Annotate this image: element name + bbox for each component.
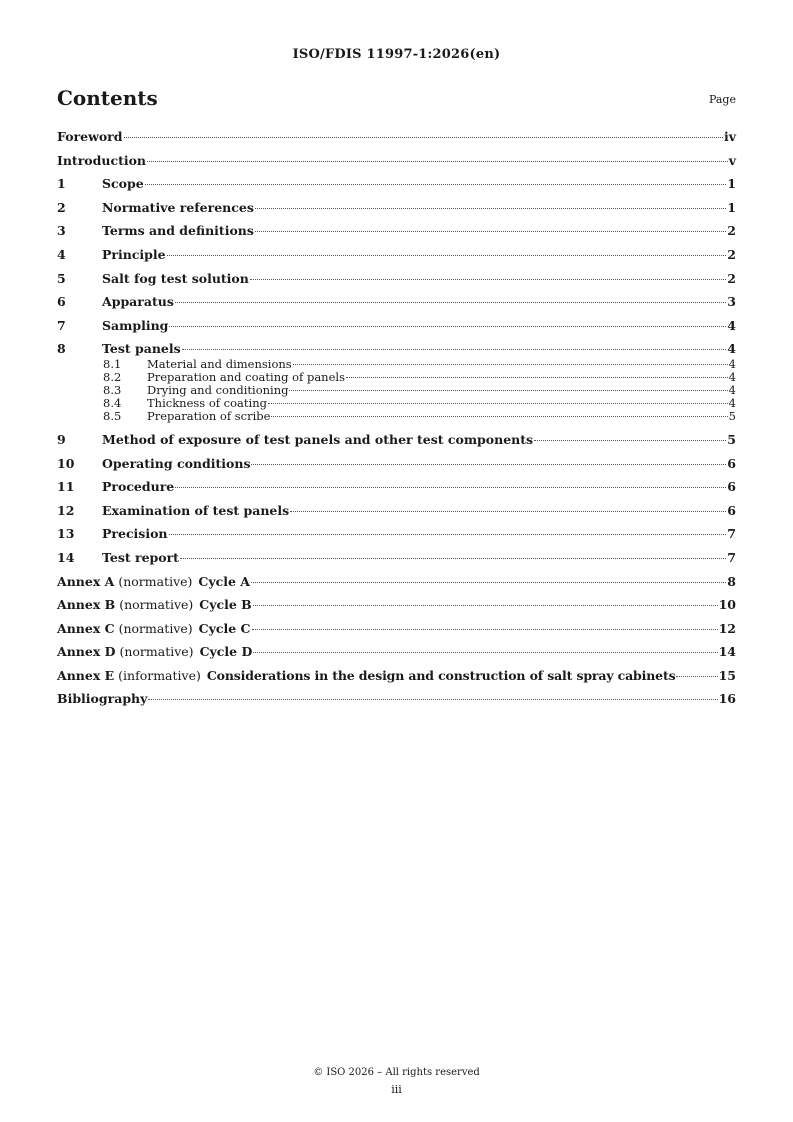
toc-entry-title: Test report bbox=[102, 549, 179, 565]
toc-entry-title: Salt fog test solution bbox=[102, 270, 249, 286]
toc-entry-section-2[interactable] bbox=[57, 200, 736, 216]
dot-leader bbox=[180, 558, 726, 559]
toc-entry-title: Bibliography bbox=[57, 691, 148, 707]
dot-leader bbox=[169, 326, 726, 327]
toc-entry-title: Method of exposure of test panels and other test components bbox=[102, 431, 534, 447]
toc-entry-page: 14 bbox=[718, 644, 736, 660]
toc-entry-page: 1 bbox=[727, 199, 736, 215]
toc-entry-section-10[interactable] bbox=[57, 456, 736, 472]
toc-entry-title: Precision bbox=[102, 526, 168, 542]
toc-entry-title: Terms and definitions bbox=[102, 223, 254, 239]
toc-entry-page: 8 bbox=[727, 573, 736, 589]
toc-entry-section-12[interactable] bbox=[57, 503, 736, 519]
toc-entry-number: 3 bbox=[57, 223, 66, 239]
toc-entry-page: 2 bbox=[727, 246, 736, 262]
toc-entry-section-8[interactable] bbox=[57, 341, 736, 357]
dot-leader bbox=[255, 231, 726, 232]
toc-entry-number: 8.5 bbox=[103, 409, 122, 424]
annex-label: Annex D bbox=[57, 644, 116, 660]
table-of-contents bbox=[57, 129, 736, 715]
annex-kind: (informative) bbox=[118, 667, 201, 683]
toc-entry-section-7[interactable] bbox=[57, 318, 736, 334]
toc-entry-number: 11 bbox=[57, 479, 75, 495]
dot-leader bbox=[252, 629, 718, 630]
toc-entry-page: 4 bbox=[727, 341, 736, 357]
toc-entry-section-6[interactable] bbox=[57, 294, 736, 310]
dot-leader bbox=[251, 464, 726, 465]
toc-entry-title: Examination of test panels bbox=[102, 502, 290, 518]
toc-entry-page: 1 bbox=[727, 176, 736, 192]
toc-entry-bibliography[interactable] bbox=[57, 691, 736, 707]
toc-entry-annex-d[interactable] bbox=[57, 644, 736, 660]
toc-entry-page: 15 bbox=[718, 667, 736, 683]
toc-entry-title: Test panels bbox=[102, 341, 181, 357]
footer-page-number: iii bbox=[391, 1083, 402, 1096]
toc-entry-page: 3 bbox=[727, 294, 736, 310]
dot-leader bbox=[145, 184, 727, 185]
page-column-label: Page bbox=[708, 93, 736, 106]
dot-leader bbox=[271, 416, 727, 417]
toc-entry-title: Operating conditions bbox=[102, 455, 251, 471]
toc-entry-title: Cycle A bbox=[198, 573, 250, 589]
annex-kind: (normative) bbox=[119, 644, 194, 660]
toc-entry-page: 7 bbox=[727, 549, 736, 565]
toc-entry-section-4[interactable] bbox=[57, 247, 736, 263]
dot-leader bbox=[346, 377, 728, 378]
toc-entry-title: Principle bbox=[102, 246, 166, 262]
toc-entry-number: 13 bbox=[57, 526, 75, 542]
toc-entry-foreword[interactable] bbox=[57, 129, 736, 145]
toc-entry-title: Cycle D bbox=[199, 644, 253, 660]
toc-entry-number: 9 bbox=[57, 431, 66, 447]
toc-entry-title: Preparation and coating of panels bbox=[147, 370, 345, 385]
toc-entry-page: 12 bbox=[718, 620, 736, 636]
toc-entry-section-1[interactable] bbox=[57, 176, 736, 192]
dot-leader bbox=[676, 676, 717, 677]
annex-label: Annex C bbox=[57, 620, 115, 636]
dot-leader bbox=[167, 255, 727, 256]
toc-entry-number: 8.3 bbox=[103, 383, 122, 398]
dot-leader bbox=[253, 652, 717, 653]
footer-copyright: © ISO 2026 – All rights reserved bbox=[313, 1067, 480, 1078]
annex-kind: (normative) bbox=[118, 573, 193, 589]
toc-entry-page: 4 bbox=[728, 357, 736, 372]
toc-entry-page: 6 bbox=[727, 455, 736, 471]
dot-leader bbox=[124, 137, 723, 138]
toc-entry-title: Procedure bbox=[102, 479, 175, 495]
dot-leader bbox=[169, 534, 727, 535]
toc-entry-title: Sampling bbox=[102, 317, 169, 333]
toc-entry-title: Cycle C bbox=[198, 620, 251, 636]
toc-entry-title: Foreword bbox=[57, 129, 123, 144]
toc-entry-page: 5 bbox=[728, 409, 736, 424]
toc-entry-number: 14 bbox=[57, 549, 75, 565]
toc-entry-page: 6 bbox=[727, 479, 736, 495]
toc-entry-section-13[interactable] bbox=[57, 526, 736, 542]
contents-title: Contents bbox=[57, 86, 158, 110]
annex-kind: (normative) bbox=[119, 597, 194, 613]
toc-entry-number: 4 bbox=[57, 246, 66, 262]
toc-entry-annex-b[interactable] bbox=[57, 597, 736, 613]
toc-entry-page: 10 bbox=[718, 597, 736, 613]
toc-entry-page: 7 bbox=[727, 526, 736, 542]
toc-entry-title: Introduction bbox=[57, 152, 147, 168]
dot-leader bbox=[175, 487, 726, 488]
dot-leader bbox=[148, 699, 717, 700]
toc-entry-section-11[interactable] bbox=[57, 479, 736, 495]
toc-entry-page: 5 bbox=[727, 431, 736, 447]
annex-kind: (normative) bbox=[118, 620, 193, 636]
dot-leader bbox=[534, 440, 726, 441]
dot-leader bbox=[268, 403, 728, 404]
toc-entry-page: 2 bbox=[727, 270, 736, 286]
toc-entry-title: Material and dimensions bbox=[147, 357, 292, 372]
toc-entry-title: Scope bbox=[102, 176, 144, 192]
toc-entry-title: Preparation of scribe bbox=[147, 409, 271, 424]
toc-entry-page: 4 bbox=[727, 317, 736, 333]
dot-leader bbox=[289, 390, 727, 391]
dot-leader bbox=[293, 364, 728, 365]
toc-entry-number: 8.1 bbox=[103, 357, 122, 372]
dot-leader bbox=[290, 511, 726, 512]
toc-entry-number: 5 bbox=[57, 270, 66, 286]
dot-leader bbox=[250, 279, 726, 280]
dot-leader bbox=[182, 349, 727, 350]
dot-leader bbox=[175, 302, 726, 303]
toc-entry-title: Normative references bbox=[102, 199, 254, 215]
toc-entry-page: 4 bbox=[728, 370, 736, 385]
toc-entry-number: 8 bbox=[57, 341, 66, 357]
toc-entry-introduction[interactable] bbox=[57, 153, 736, 169]
toc-entry-annex-e[interactable] bbox=[57, 668, 736, 684]
toc-entry-number: 8.4 bbox=[103, 396, 122, 411]
toc-entry-number: 12 bbox=[57, 502, 75, 518]
toc-entry-annex-c[interactable] bbox=[57, 621, 736, 637]
toc-entry-page: iv bbox=[723, 129, 736, 144]
toc-entry-section-3[interactable] bbox=[57, 223, 736, 239]
toc-entry-page: 16 bbox=[718, 691, 736, 707]
dot-leader bbox=[147, 161, 728, 162]
toc-entry-page: 4 bbox=[728, 396, 736, 411]
toc-entry-page: v bbox=[728, 152, 736, 168]
toc-entry-section-9[interactable] bbox=[57, 432, 736, 448]
annex-label: Annex B bbox=[57, 597, 116, 613]
toc-entry-number: 7 bbox=[57, 317, 66, 333]
annex-label: Annex A bbox=[57, 573, 115, 589]
toc-entry-title: Considerations in the design and construction of salt spray cabinets bbox=[206, 667, 676, 683]
annex-label: Annex E bbox=[57, 667, 115, 683]
toc-entry-number: 10 bbox=[57, 455, 75, 471]
toc-entry-title: Cycle B bbox=[199, 597, 252, 613]
toc-entry-section-5[interactable] bbox=[57, 271, 736, 287]
toc-entry-page: 6 bbox=[727, 502, 736, 518]
document-header: ISO/FDIS 11997-1:2026(en) bbox=[292, 47, 501, 62]
dot-leader bbox=[251, 582, 726, 583]
toc-entry-section-14[interactable] bbox=[57, 550, 736, 566]
toc-entry-page: 4 bbox=[728, 383, 736, 398]
toc-entry-title: Drying and conditioning bbox=[147, 383, 289, 398]
dot-leader bbox=[255, 208, 726, 209]
dot-leader bbox=[253, 605, 718, 606]
toc-entry-number: 2 bbox=[57, 199, 66, 215]
toc-entry-number: 1 bbox=[57, 176, 66, 192]
section-8-subsections bbox=[57, 358, 736, 423]
toc-entry-title: Thickness of coating bbox=[147, 396, 267, 411]
toc-entry-number: 8.2 bbox=[103, 370, 122, 385]
toc-entry-number: 6 bbox=[57, 294, 66, 310]
toc-entry-title: Apparatus bbox=[102, 294, 174, 310]
toc-entry-page: 2 bbox=[727, 223, 736, 239]
toc-entry-annex-a[interactable] bbox=[57, 574, 736, 590]
toc-subentry-8-5[interactable] bbox=[57, 410, 736, 423]
